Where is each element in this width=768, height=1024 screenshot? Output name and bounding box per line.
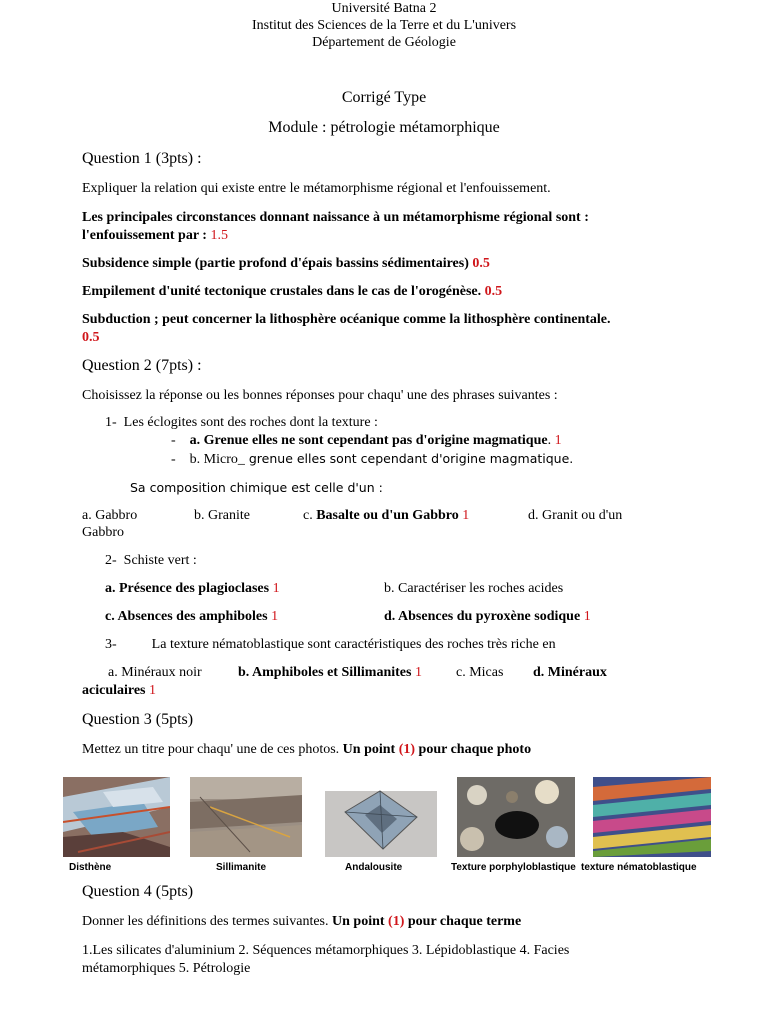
q2-item-1-option-a: - a. Grenue elles ne sont cependant pas d'origine magmatique. 1: [171, 433, 562, 448]
photo-andalousite: [325, 777, 437, 857]
q2-item-1: 1- Les éclogites sont des roches dont la texture :: [105, 415, 378, 430]
points-value: 1.5: [210, 228, 228, 243]
q2-item-1-option-b: - b. Micro_ grenue elles sont cependant d'origine magmatique.: [171, 451, 574, 467]
photo-porphyroblastic: [457, 777, 575, 857]
q1-answer-1: Subsidence simple (partie profond d'épais bassins sédimentaires) 0.5: [82, 256, 490, 271]
photo-caption-2: Sillimanite: [216, 862, 267, 873]
q1-intro: Les principales circonstances donnant naissance à un métamorphisme régional sont : l'enfouissement par : 1.5: [82, 210, 589, 243]
points-value: 0.5: [472, 256, 490, 271]
q2-schiste-option-c: c. Absences des amphiboles 1: [105, 609, 279, 624]
q2-composition-option-d: d. Granit ou d'un: [528, 508, 623, 523]
q1-answer-3: Subduction ; peut concerner la lithosphère océanique comme la lithosphère continentale. 0.5: [82, 312, 611, 345]
q2-schiste-option-a: a. Présence des plagioclases 1: [105, 581, 280, 596]
photo-sillimanite: [190, 777, 302, 857]
photo-disthene: [63, 777, 170, 857]
q2-texture-option-c: c. Micas: [456, 665, 504, 680]
points-value: 1: [583, 609, 591, 624]
q3-prompt: Mettez un titre pour chaqu' une de ces photos. Un point (1) pour chaque photo: [82, 742, 532, 757]
points-value: 1: [462, 508, 470, 523]
module-title: Module : pétrologie métamorphique: [268, 119, 500, 136]
photo-caption-5: texture nématoblastique: [581, 862, 697, 873]
q4-heading: Question 4 (5pts): [82, 883, 194, 900]
q2-texture-option-d: d. Minéraux: [533, 665, 607, 680]
q1-prompt: Expliquer la relation qui existe entre le métamorphisme régional et l'enfouissement.: [82, 181, 551, 196]
q2-composition-option-d-cont: Gabbro: [82, 525, 124, 540]
photo-caption-3: Andalousite: [345, 862, 403, 873]
q2-composition-option-b: b. Granite: [194, 508, 250, 523]
department-name: Département de Géologie: [312, 35, 456, 50]
photo-caption-1: Disthène: [69, 862, 112, 873]
points-value: 1: [414, 665, 422, 680]
institute-name: Institut des Sciences de la Terre et du L'univers: [251, 18, 517, 33]
points-value: 1: [271, 609, 279, 624]
q2-item-2: 2- Schiste vert :: [105, 553, 197, 568]
document-title: Corrigé Type: [341, 89, 427, 106]
q2-heading: Question 2 (7pts) :: [82, 357, 202, 374]
q2-texture-option-d-cont: aciculaires 1: [82, 683, 157, 698]
q2-composition-option-a: a. Gabbro: [82, 508, 138, 523]
q2-texture-option-b: b. Amphiboles et Sillimanites 1: [238, 665, 422, 680]
points-value: 1: [272, 581, 280, 596]
q2-texture-option-a: a. Minéraux noir: [108, 665, 202, 680]
points-value: 1: [149, 683, 157, 698]
q4-terms-line-2: métamorphiques 5. Pétrologie: [82, 961, 251, 976]
q2-prompt: Choisissez la réponse ou les bonnes réponses pour chaqu' une des phrases suivantes :: [82, 388, 558, 403]
q4-terms-line-1: 1.Les silicates d'aluminium 2. Séquences métamorphiques 3. Lépidoblastique 4. Facies: [82, 943, 570, 958]
q2-schiste-option-b: b. Caractériser les roches acides: [384, 581, 564, 596]
photo-caption-4: Texture porphyloblastique: [451, 862, 576, 873]
q4-prompt: Donner les définitions des termes suivantes. Un point (1) pour chaque terme: [82, 914, 522, 929]
points-value: 0.5: [82, 330, 100, 345]
q2-item-3: 3- La texture nématoblastique sont caractéristiques des roches très riche en: [105, 637, 556, 652]
q3-heading: Question 3 (5pts): [82, 711, 194, 728]
points-value: 0.5: [484, 284, 503, 299]
university-name: Université Batna 2: [331, 1, 437, 16]
photo-nematoblastic: [593, 777, 711, 857]
q2-schiste-option-d: d. Absences du pyroxène sodique 1: [384, 609, 591, 624]
q1-answer-2: Empilement d'unité tectonique crustales dans le cas de l'orogénèse. 0.5: [82, 284, 503, 299]
q1-heading: Question 1 (3pts) :: [82, 150, 202, 167]
q2-composition-option-c: c. Basalte ou d'un Gabbro 1: [303, 508, 470, 523]
q2-composition-prompt: Sa composition chimique est celle d'un :: [130, 480, 383, 495]
points-value: 1: [554, 433, 562, 448]
